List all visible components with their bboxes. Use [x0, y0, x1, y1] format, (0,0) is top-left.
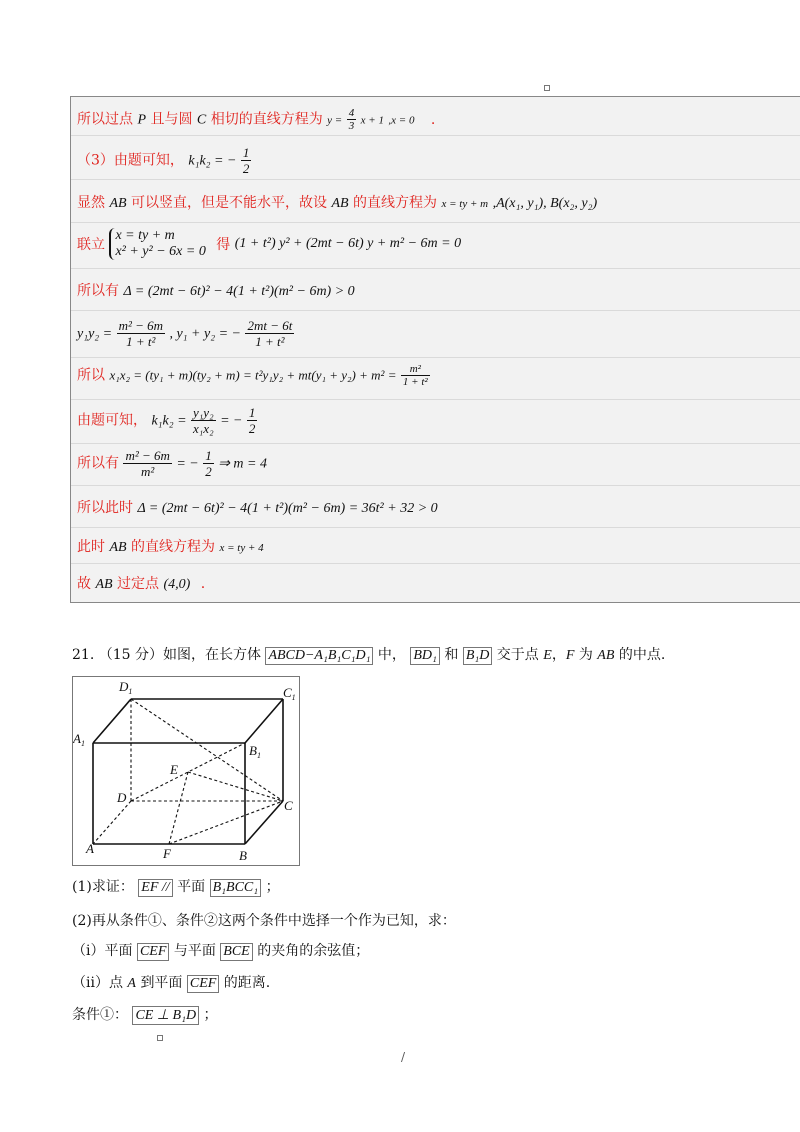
cuboid-figure [72, 676, 300, 866]
formula-box: BCE [220, 943, 252, 961]
label-D: D [117, 790, 127, 805]
solution-line-8: 由题可知， k₁k₂ = $\frac{\text{y₁y₂}}{\text{x₁x₂}}$ = − $\frac{1}{2}$ [71, 399, 800, 444]
solution-line-7: 所以 x₁x₂ = (ty₁ + m)(ty₂ + m) = t²y₁y₂ + mt(y₁ + y₂) + m² = $\frac{\text{m²}}{\text{1 + t²}}$ [71, 357, 800, 400]
top-marker [544, 85, 550, 91]
formula-box: BD₁ [410, 647, 440, 665]
label-B: B [239, 848, 247, 863]
formula-box: B₁D [463, 647, 493, 665]
cuboid-dashed-edges [93, 699, 283, 844]
label-A1: $A_1$ [73, 731, 85, 748]
condition-1: 条件①： CE ⊥ B₁D ； [72, 1007, 218, 1023]
formula-box: ABCD−A₁B₁C₁D₁ [265, 647, 373, 665]
solution-line-11: 此时 AB 的直线方程为 x = ty + 4 [71, 527, 800, 564]
label-A: A [86, 841, 94, 856]
page-mark: / [401, 1050, 406, 1064]
question-2: (2)再从条件①、条件②这两个条件中选择一个作为已知，求： [72, 913, 456, 929]
label-F: F [163, 846, 171, 861]
cuboid-diagram [73, 677, 299, 865]
problem-header: 21. （15 分）如图，在长方体 ABCD−A₁B₁C₁D₁ 中， BD₁ 和 B₁D 交于点 E，F 为 AB 的中点. [72, 647, 666, 663]
solution-line-5: 所以有 Δ = (2mt − 6t)² − 4(1 + t²)(m² − 6m) > 0 [71, 268, 800, 311]
question-2ii: （ii）点 A 到平面 CEF 的距离. [72, 975, 271, 991]
solution-line-1: 所以过点 P 且与圆 C 相切的直线方程为 y = $\frac{4}{3}$ x + 1 ,x = 0 . [71, 97, 800, 136]
formula-box: B₁BCC₁ [210, 879, 262, 897]
solution-line-6: y₁y₂ = $\frac{\text{m² − 6m}}{\text{1 + t²}}$ , y₁ + y₂ = − $\frac{2mt - 6t}{\text{1 + t²}}$ [71, 310, 800, 358]
solution-line-9: 所以有 $\frac{\text{m² − 6m}}{\text{m²}}$ = − $\frac{1}{2}$ ⇒ m = 4 [71, 443, 800, 486]
formula-box: CEF [137, 943, 169, 961]
label-B1: $B_1$ [249, 743, 261, 760]
solution-box [70, 96, 800, 603]
solution-line-4: 联立 x = ty + m x² + y² − 6x = 0 得 (1 + t²) y² + (2mt − 6t) y + m² − 6m = 0 [71, 222, 800, 269]
cuboid-solid-edges [93, 699, 283, 844]
label-C: C [284, 798, 293, 813]
solution-line-12: 故 AB 过定点 (4,0) . [77, 576, 206, 592]
question-1: (1)求证： EF // 平面 B₁BCC₁ ； [72, 879, 280, 895]
label-E: E [170, 762, 178, 777]
formula-box: CEF [187, 975, 219, 993]
solution-line-10: 所以此时 Δ = (2mt − 6t)² − 4(1 + t²)(m² − 6m) = 36t² + 32 > 0 [71, 485, 800, 528]
bottom-marker [157, 1035, 163, 1041]
label-D1: $D_1$ [119, 679, 133, 696]
question-2i: （i）平面 CEF 与平面 BCE 的夹角的余弦值； [72, 943, 370, 959]
label-C1: $C_1$ [283, 685, 296, 702]
solution-line-2: （3）由题可知， k₁k₂ = − $\frac{1}{2}$ [71, 135, 800, 180]
solution-line-3: 显然 AB 可以竖直，但是不能水平，故设 AB 的直线方程为 x = ty + m ,A(x₁, y₁), B(x₂, y₂) [71, 179, 800, 223]
formula-box: CE ⊥ B₁D [132, 1006, 199, 1025]
formula-box: EF // [138, 879, 172, 897]
